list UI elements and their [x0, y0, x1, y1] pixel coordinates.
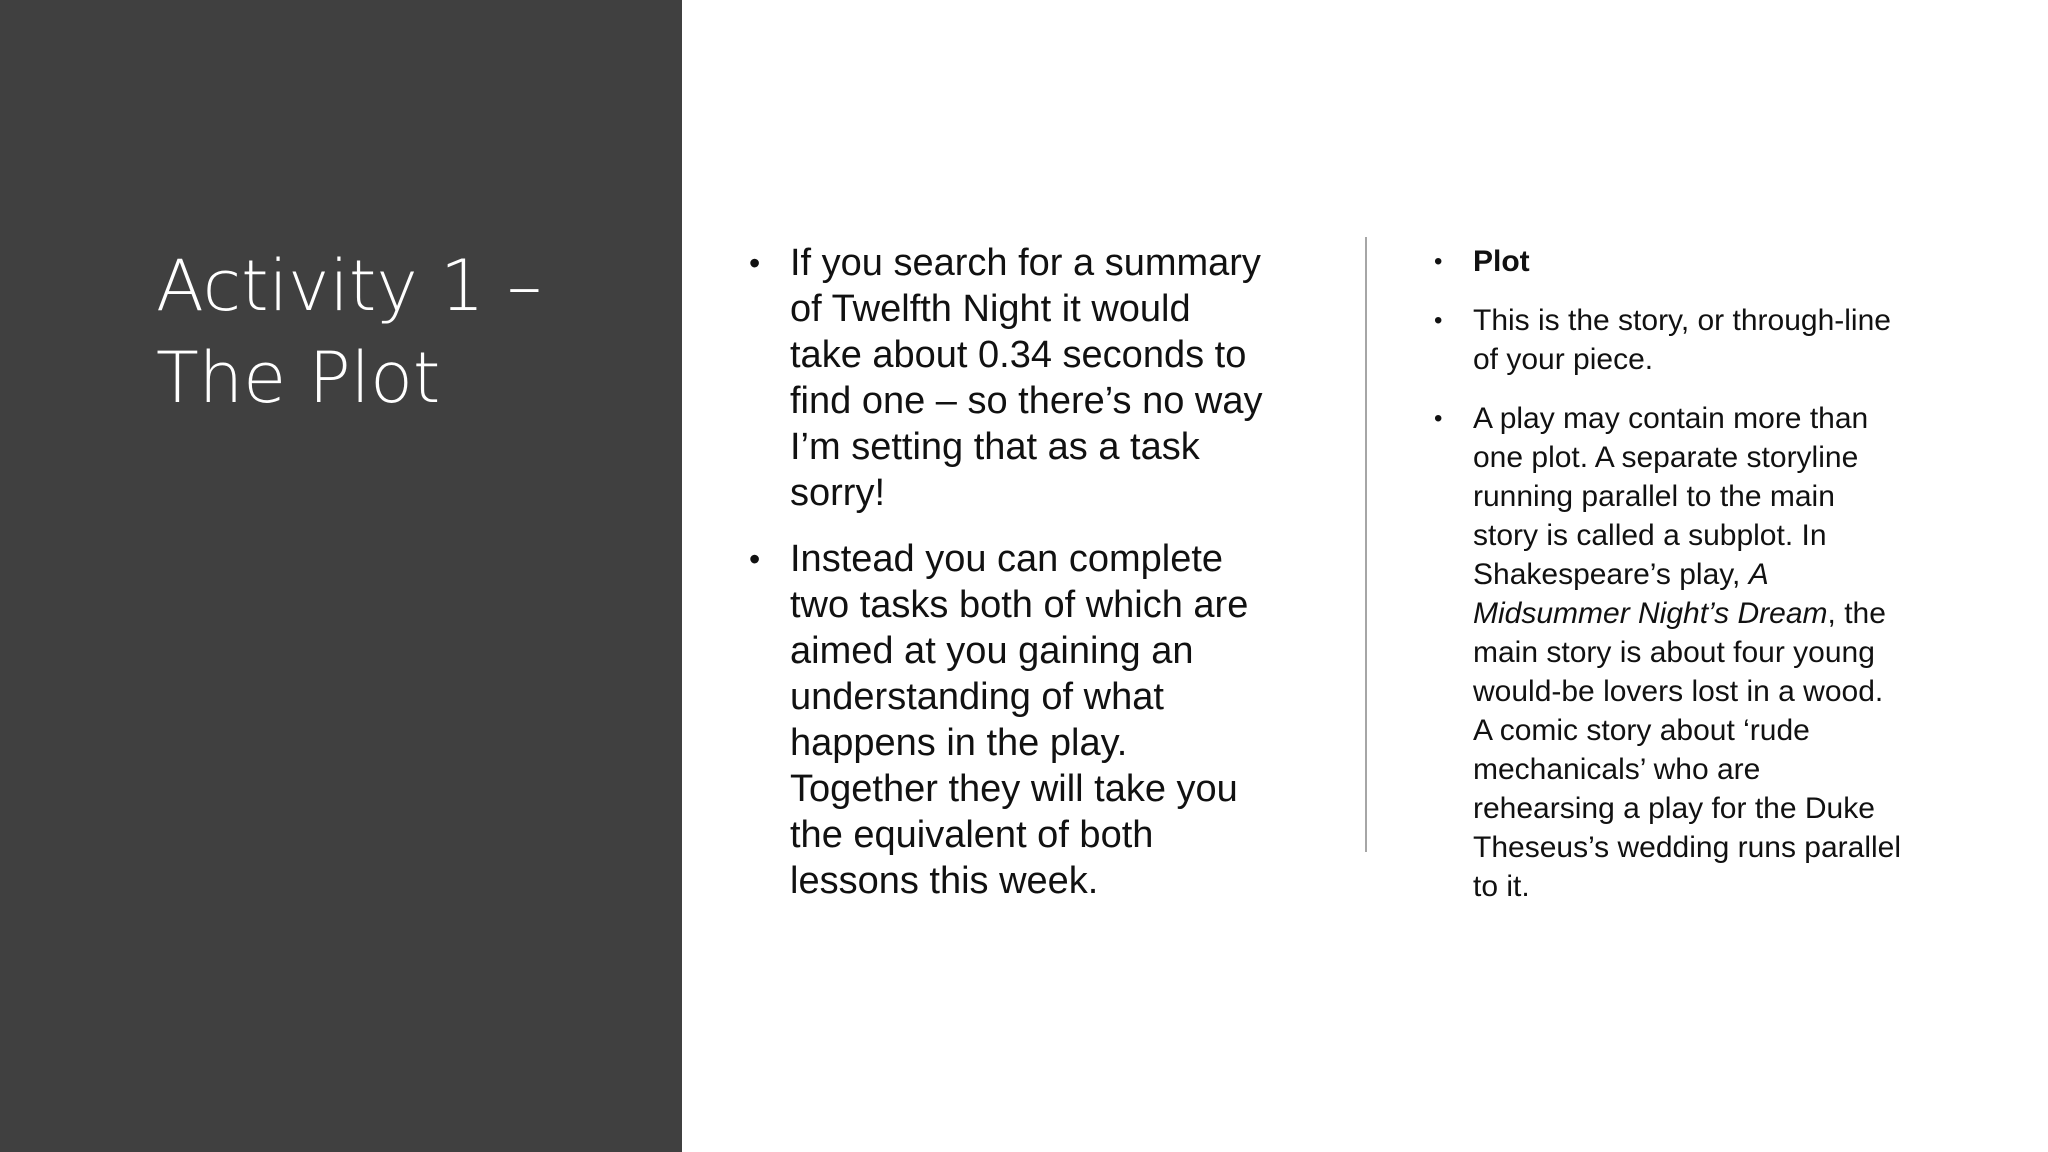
- right-bullet-3-text: Shakespeare’s play,: [1473, 558, 1749, 591]
- right-bullet-2-line: This is the story, or through-line: [1473, 304, 1891, 337]
- middle-bullet-2-line: the equivalent of both: [790, 814, 1154, 856]
- plot-heading: Plot: [1473, 245, 1530, 278]
- right-bullet-3-line: rehearsing a play for the Duke: [1473, 792, 1875, 825]
- right-bullet-2: [1428, 301, 1968, 379]
- right-bullet-3-line: running parallel to the main: [1473, 480, 1835, 513]
- right-bullet-list: [1428, 242, 1968, 906]
- right-bullet-3-line: story is called a subplot. In: [1473, 519, 1827, 552]
- middle-bullet-2-line: happens in the play.: [790, 722, 1128, 764]
- right-bullet-3-line: [1473, 555, 1968, 594]
- right-bullet-3-line: to it.: [1473, 870, 1530, 903]
- middle-bullet-2-line: understanding of what: [790, 676, 1164, 718]
- play-title-italic: Midsummer Night’s Dream: [1473, 597, 1828, 630]
- right-bullet-heading: [1428, 242, 1968, 281]
- bullet-dot-icon: •: [749, 541, 761, 577]
- right-bullet-3-line: Theseus’s wedding runs parallel: [1473, 831, 1902, 864]
- right-bullet-3-line: mechanicals’ who are: [1473, 753, 1761, 786]
- column-divider: [1365, 237, 1367, 852]
- bullet-dot-icon: •: [1434, 248, 1443, 275]
- right-bullet-3: [1428, 399, 1968, 906]
- right-bullet-3-line: A comic story about ‘rude: [1473, 714, 1810, 747]
- slide-title-line-2: The Plot: [156, 337, 441, 419]
- title-panel: [0, 0, 682, 1152]
- middle-bullet-1-line: sorry!: [790, 472, 885, 514]
- middle-bullet-2-line: Together they will take you: [790, 768, 1238, 810]
- middle-bullet-1-line: If you search for a summary: [790, 242, 1261, 284]
- middle-bullet-1-line: take about 0.34 seconds to: [790, 334, 1247, 376]
- slide-title: [156, 240, 656, 424]
- middle-bullet-list: [745, 240, 1315, 904]
- right-bullet-3-line: one plot. A separate storyline: [1473, 441, 1859, 474]
- right-bullet-3-line: would-be lovers lost in a wood.: [1473, 675, 1884, 708]
- middle-bullet-2-line: Instead you can complete: [790, 538, 1224, 580]
- bullet-dot-icon: •: [1434, 405, 1443, 432]
- middle-bullet-1-line: of Twelfth Night it would: [790, 288, 1191, 330]
- right-bullet-3-line: main story is about four young: [1473, 636, 1875, 669]
- middle-bullet-1: [745, 240, 1315, 516]
- middle-bullet-2-line: aimed at you gaining an: [790, 630, 1194, 672]
- middle-bullet-1-line: find one – so there’s no way: [790, 380, 1263, 422]
- right-bullet-2-line: of your piece.: [1473, 343, 1654, 376]
- bullet-dot-icon: •: [749, 245, 761, 281]
- slide-title-line-1: Activity 1 –: [156, 245, 542, 327]
- middle-bullet-1-line: I’m setting that as a task: [790, 426, 1200, 468]
- middle-bullet-2-line: two tasks both of which are: [790, 584, 1249, 626]
- middle-bullet-2: [745, 536, 1315, 904]
- play-title-italic: A: [1748, 558, 1769, 591]
- bullet-dot-icon: •: [1434, 307, 1443, 334]
- middle-bullet-2-line: lessons this week.: [790, 860, 1099, 902]
- right-bullet-3-line: [1473, 594, 1968, 633]
- right-bullet-3-text: , the: [1827, 597, 1886, 630]
- right-bullet-3-line: A play may contain more than: [1473, 402, 1869, 435]
